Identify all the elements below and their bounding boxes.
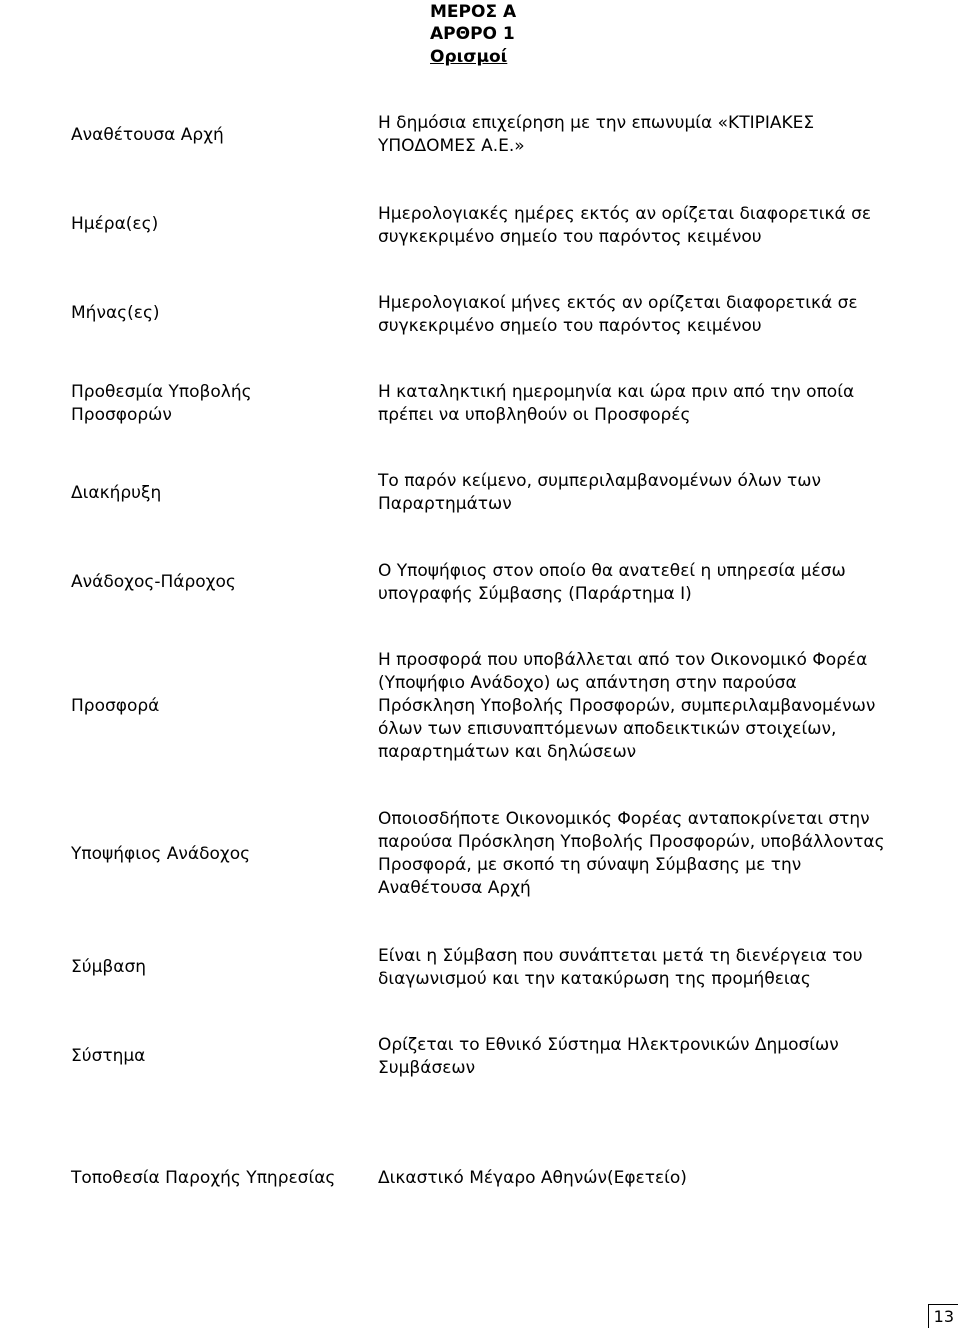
definition-term bbox=[71, 381, 252, 427]
definition-line: Πρόσκληση Υποβολής Προσφορών, συμπεριλαμβανομένων bbox=[378, 696, 876, 716]
definition-line: ΥΠΟΔΟΜΕΣ Α.Ε.» bbox=[378, 136, 525, 156]
definition-line: Ο Υποψήφιος στον οποίο θα ανατεθεί η υπηρεσία μέσω bbox=[378, 561, 846, 581]
definition-line: Ημερολογιακές ημέρες εκτός αν ορίζεται διαφορετικά σε bbox=[378, 204, 872, 224]
definition-term bbox=[71, 1045, 145, 1068]
definition-line: Το παρόν κείμενο, συμπεριλαμβανομένων όλων των bbox=[378, 471, 822, 491]
definition-line: Η δημόσια επιχείρηση με την επωνυμία «ΚΤΙΡΙΑΚΕΣ bbox=[378, 113, 815, 133]
term-line: Υποψήφιος Ανάδοχος bbox=[71, 844, 251, 864]
section-title: Ορισμοί bbox=[430, 47, 508, 67]
term-line: Προσφορά bbox=[71, 696, 160, 716]
definition-line: (Υποψήφιο Ανάδοχο) ως απάντηση στην παρούσα bbox=[378, 673, 797, 693]
definition-line: διαγωνισμού και την κατακύρωση της προμήθειας bbox=[378, 969, 811, 989]
definition-line: όλων των επισυναπτόμενων αποδεικτικών στοιχείων, bbox=[378, 719, 837, 739]
definition-term bbox=[71, 1167, 335, 1190]
definition-line: Δικαστικό Μέγαρο Αθηνών(Εφετείο) bbox=[378, 1168, 687, 1188]
term-line: Σύμβαση bbox=[71, 957, 146, 977]
part-heading: ΜΕΡΟΣ Α bbox=[430, 2, 517, 22]
term-line: Ημέρα(ες) bbox=[71, 214, 159, 234]
definition-term bbox=[71, 302, 160, 325]
definition-text bbox=[378, 203, 938, 249]
definition-line: πρέπει να υποβληθούν οι Προσφορές bbox=[378, 405, 691, 425]
definition-line: Είναι η Σύμβαση που συνάπτεται μετά τη διενέργεια του bbox=[378, 946, 863, 966]
definition-line: Παραρτημάτων bbox=[378, 494, 512, 514]
definition-text bbox=[378, 560, 938, 606]
definition-line: Οποιοσδήποτε Οικονομικός Φορέας ανταποκρίνεται στην bbox=[378, 809, 870, 829]
term-line: Προθεσμία Υποβολής bbox=[71, 382, 252, 402]
definition-line: υπογραφής Σύμβασης (Παράρτημα Ι) bbox=[378, 584, 692, 604]
definition-text bbox=[378, 292, 938, 338]
definition-text bbox=[378, 649, 938, 764]
term-line: Προσφορών bbox=[71, 405, 172, 425]
definition-term bbox=[71, 695, 159, 718]
definition-text bbox=[378, 1034, 938, 1080]
definition-line: συγκεκριμένο σημείο του παρόντος κειμένου bbox=[378, 227, 762, 247]
definition-term bbox=[71, 956, 146, 979]
term-line: Διακήρυξη bbox=[71, 483, 162, 503]
term-line: Τοποθεσία Παροχής Υπηρεσίας bbox=[71, 1168, 336, 1188]
definition-line: Συμβάσεων bbox=[378, 1058, 476, 1078]
page-number: 13 bbox=[933, 1307, 954, 1326]
definition-line: Προσφορά, με σκοπό τη σύναψη Σύμβασης με την bbox=[378, 855, 802, 875]
term-line: Σύστημα bbox=[71, 1046, 146, 1066]
definition-text bbox=[378, 112, 938, 158]
term-line: Ανάδοχος-Πάροχος bbox=[71, 572, 236, 592]
definition-line: Η προσφορά που υποβάλλεται από τον Οικονομικό Φορέα bbox=[378, 650, 868, 670]
definition-line: παραρτημάτων και δηλώσεων bbox=[378, 742, 637, 762]
definition-line: παρούσα Πρόσκληση Υποβολής Προσφορών, υποβάλλοντας bbox=[378, 832, 885, 852]
term-line: Μήνας(ες) bbox=[71, 303, 160, 323]
definition-line: Αναθέτουσα Αρχή bbox=[378, 878, 531, 898]
page-number-box bbox=[928, 1304, 958, 1328]
definition-text bbox=[378, 470, 938, 516]
definition-term bbox=[71, 213, 158, 236]
definition-text bbox=[378, 808, 938, 900]
definition-term bbox=[71, 124, 224, 147]
definition-text bbox=[378, 381, 938, 427]
definition-line: Ημερολογιακοί μήνες εκτός αν ορίζεται διαφορετικά σε bbox=[378, 293, 858, 313]
definition-line: Ορίζεται το Εθνικό Σύστημα Ηλεκτρονικών Δημοσίων bbox=[378, 1035, 839, 1055]
definition-line: συγκεκριμένο σημείο του παρόντος κειμένου bbox=[378, 316, 762, 336]
definition-term bbox=[71, 571, 236, 594]
article-heading: ΑΡΘΡΟ 1 bbox=[430, 24, 515, 44]
definition-text bbox=[378, 1167, 938, 1190]
definition-term bbox=[71, 843, 250, 866]
definition-text bbox=[378, 945, 938, 991]
term-line: Αναθέτουσα Αρχή bbox=[71, 125, 224, 145]
definition-term bbox=[71, 482, 161, 505]
definition-line: Η καταληκτική ημερομηνία και ώρα πριν από την οποία bbox=[378, 382, 855, 402]
